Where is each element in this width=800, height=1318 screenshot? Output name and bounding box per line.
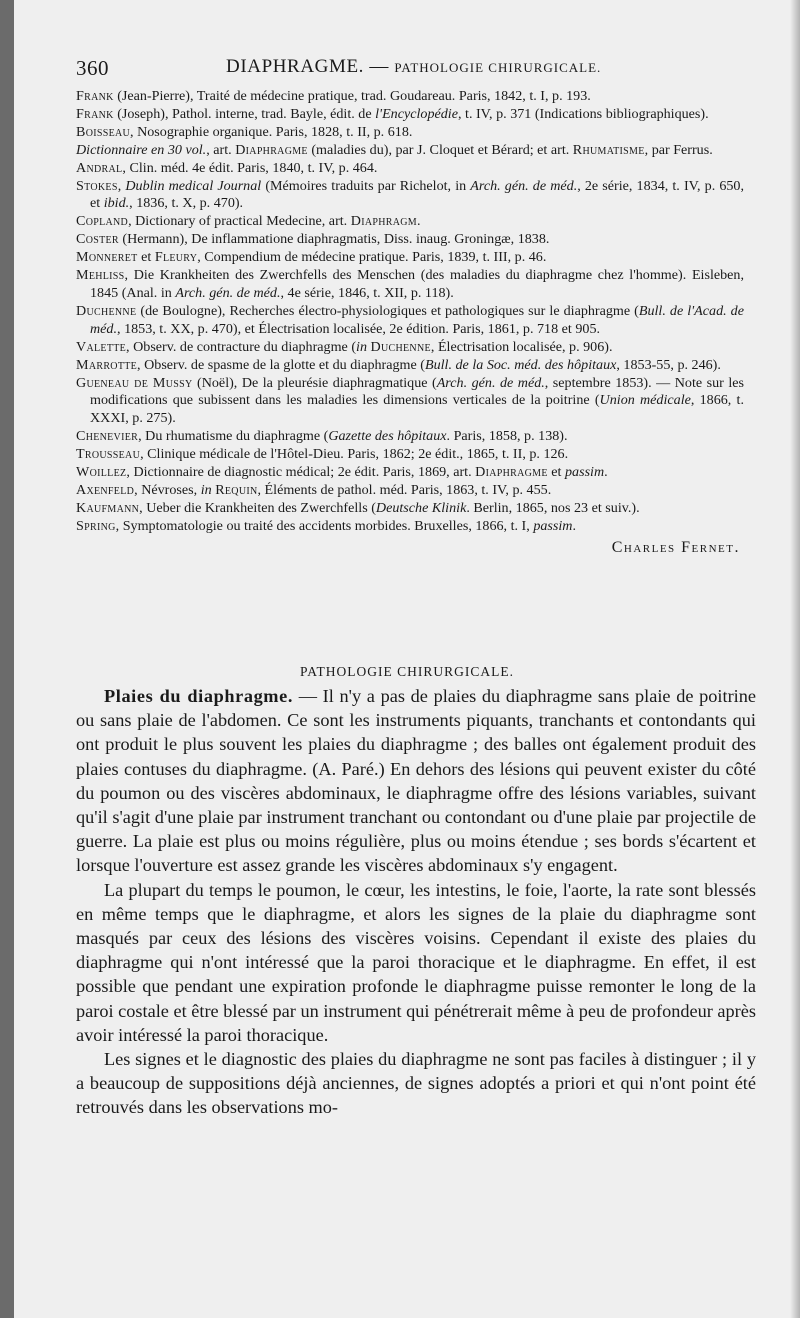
bibliography-run: . Paris, 1858, p. 138).: [446, 428, 568, 445]
bibliography-run: ,: [117, 177, 126, 194]
bibliography-run: Trousseau: [76, 446, 141, 463]
bibliography: [76, 88, 744, 557]
bibliography-run: , septembre 1853). — Note sur les modifications que subissent dans les maladies les dimensions verticales de la poitrine (: [90, 374, 744, 409]
bibliography-run: , 2e série, 1834, t. IV, p. 650, et: [90, 177, 744, 212]
bibliography-run: Fleury: [154, 249, 198, 266]
bibliography-entry: [76, 428, 744, 446]
bibliography-entry: [76, 124, 744, 142]
paragraph: La plupart du temps le poumon, le cœur, les intestins, le foie, l'aorte, la rate sont blessés en même temps que le diaphragme, et alors les signes de la plaie du diaphragme sont masqués par ceux des lésions des viscères voisins. Cependant il existe des plaies du diaphragme qui n'ont intéressé que la paroi thoracique et le diaphragme. En effet, il est possible que pendant une expiration profonde le diaphragme puisse remonter le long de la paroi costale et être blessé par un instrument qui pénétrerait même à peu de profondeur après avoir intéressé la paroi thoracique.: [76, 879, 756, 1045]
paragraph: [76, 684, 756, 878]
bibliography-entry: [76, 500, 744, 518]
bibliography-run: Valette: [76, 338, 127, 355]
bibliography-run: Gueneau de Mussy: [76, 374, 193, 391]
bibliography-entry: [76, 267, 744, 303]
bibliography-run: .: [604, 464, 608, 481]
bibliography-run: Arch. gén. de méd.: [175, 284, 281, 301]
bibliography-run: , art.: [206, 141, 236, 158]
bibliography-run: , 1853, t. XX, p. 470), et Électrisation localisée, 2e édition. Paris, 1861, p. 718 et 905.: [117, 320, 601, 337]
bibliography-run: et: [547, 464, 565, 481]
bibliography-run: Diaphragm: [350, 213, 417, 230]
bibliography-run: Boisseau: [76, 123, 131, 140]
bibliography-run: Diaphragme: [475, 464, 548, 481]
bibliography-run: , Observ. de spasme de la glotte et du diaphragme (: [137, 356, 425, 373]
bibliography-run: passim: [533, 517, 573, 534]
bibliography-run: (maladies du), par J. Cloquet et Bérard; et art.: [307, 141, 573, 158]
bibliography-run: passim: [564, 464, 605, 481]
bibliography-entry: [76, 357, 744, 375]
bibliography-run: , 4e série, 1846, t. XII, p. 118).: [280, 284, 454, 301]
bibliography-run: , Dictionnaire de diagnostic médical; 2e édit. Paris, 1869, art.: [126, 464, 476, 481]
bibliography-run: Chenevier: [76, 428, 139, 445]
bibliography-run: (de Boulogne), Recherches électro-physiologiques et pathologiques sur le diaphragme (: [136, 302, 639, 319]
bibliography-entry: [76, 339, 744, 357]
bibliography-run: , Clin. méd. 4e édit. Paris, 1840, t. IV, p. 464.: [122, 159, 378, 176]
bibliography-entry: [76, 142, 744, 160]
paragraph: Les signes et le diagnostic des plaies du diaphragme ne sont pas faciles à distinguer ; il y a beaucoup de suppositions déjà anciennes, de signes adoptés a priori et qui n'ont point été retrouvés dans les observations mo-: [76, 1049, 756, 1118]
bibliography-run: , t. IV, p. 371 (Indications bibliographiques).: [457, 105, 709, 122]
bibliography-entry: [76, 375, 744, 429]
bibliography-run: Andral: [76, 159, 123, 176]
bibliography-run: Dublin medical Journal: [125, 177, 262, 194]
bibliography-run: Diaphragme: [235, 141, 308, 158]
bibliography-run: , Nosographie organique. Paris, 1828, t. II, p. 618.: [130, 123, 413, 140]
bibliography-run: , Névroses,: [134, 481, 201, 498]
bibliography-run: Monneret: [76, 249, 138, 266]
bibliography-list: [76, 88, 744, 536]
bibliography-run: , Symptomatologie ou traité des accidents morbides. Bruxelles, 1866, t. I,: [115, 517, 534, 534]
bibliography-run: (Mémoires traduits par Richelot, in: [261, 177, 471, 194]
bibliography-run: (Hermann), De inflammatione diaphragmatis, Diss. inaug. Groningæ, 1838.: [118, 231, 550, 248]
bibliography-run: Kaufmann: [76, 499, 140, 516]
bibliography-entry: [76, 178, 744, 214]
bibliography-run: , 1866, t. XXXI, p. 275).: [90, 392, 744, 427]
bibliography-entry: [76, 213, 744, 231]
bibliography-run: Coster: [76, 231, 119, 248]
bibliography-run: (Noël), De la pleurésie diaphragmatique (: [192, 374, 437, 391]
bibliography-run: Bull. de l'Acad. de méd.: [90, 302, 744, 337]
bibliography-run: Marrotte: [76, 356, 138, 373]
bibliography-run: Woillez: [76, 464, 127, 481]
bibliography-run: l'Encyclopédie: [375, 105, 458, 122]
bibliography-run: , Ueber die Krankheiten des Zwerchfells (: [139, 499, 376, 516]
bibliography-run: Duchenne: [370, 338, 431, 355]
bibliography-run: , Compendium de médecine pratique. Paris, 1839, t. III, p. 46.: [197, 249, 547, 266]
bibliography-entry: [76, 446, 744, 464]
bibliography-entry: [76, 518, 744, 536]
bibliography-run: , par Ferrus.: [644, 141, 713, 158]
bibliography-run: Spring: [76, 517, 116, 534]
bibliography-entry: [76, 88, 744, 106]
bibliography-run: Frank: [76, 88, 114, 104]
author-signature: Charles Fernet.: [611, 538, 740, 556]
bibliography-run: Axenfeld: [76, 481, 135, 498]
paragraph-lead: Plaies du diaphragme.: [104, 686, 294, 706]
bibliography-run: Duchenne: [76, 302, 137, 319]
bibliography-run: Deutsche Klinik: [375, 499, 467, 516]
running-title-main: DIAPHRAGME.: [226, 56, 365, 77]
bibliography-run: Mehliss: [76, 267, 125, 284]
bibliography-run: Union médicale: [599, 392, 691, 409]
bibliography-run: , Die Krankheiten des Zwerchfells des Menschen (des maladies du diaphragme chez l'homme). Eisleben, 1845 (Anal. in: [90, 267, 744, 301]
bibliography-run: in: [200, 481, 212, 498]
bibliography-entry: [76, 303, 744, 339]
bibliography-run: Bull. de la Soc. méd. des hôpitaux: [424, 356, 617, 373]
bibliography-run: Gazette des hôpitaux: [328, 428, 447, 445]
running-title: [226, 56, 601, 78]
bibliography-run: Arch. gén. de méd.: [436, 374, 545, 391]
paragraph-text: — Il n'y a pas de plaies du diaphragme sans plaie de poitrine ou sans plaie de l'abdomen. Ce sont les instruments piquants, tranchants et contondants qui ont produit le plus souvent les plaies du diaphragme ; des balles ont également produit des plaies contuses du diaphragme. (A. Paré.) En dehors des lésions qui peuvent exister du côté du poumon ou des viscères abdominaux, le diaphragme offre des lésions variables, suivant qu'il s'agit d'une plaie par instrument tranchant ou contondant ou d'une plaie par projectile de guerre. La plaie est plus ou moins régulière, plus ou moins étendue ; ses bords s'écartent et lorsque l'ouverture est assez grande les viscères abdominaux s'y engagent.: [76, 686, 756, 876]
bibliography-run: (Jean-Pierre), Traité de médecine pratique, trad. Goudareau. Paris, 1842, t. I, p. 193.: [113, 88, 591, 104]
bibliography-run: , Électrisation localisée, p. 906).: [430, 338, 613, 355]
bibliography-entry: [76, 231, 744, 249]
bibliography-run: Frank: [76, 105, 114, 122]
section-title: PATHOLOGIE CHIRURGICALE.: [299, 664, 514, 679]
bibliography-entry: [76, 106, 744, 124]
bibliography-run: , Clinique médicale de l'Hôtel-Dieu. Paris, 1862; 2e édit., 1865, t. II, p. 126.: [140, 446, 569, 463]
page-header: [76, 56, 756, 84]
bibliography-entry: [76, 482, 744, 500]
bibliography-run: Requin: [215, 481, 258, 498]
bibliography-run: Copland: [76, 213, 129, 230]
article-body: [76, 684, 756, 1120]
bibliography-run: Stokes: [76, 177, 118, 194]
bibliography-run: , 1836, t. X, p. 470).: [129, 195, 244, 212]
bibliography-run: . Berlin, 1865, nos 23 et suiv.).: [466, 499, 640, 516]
running-title-dash: —: [364, 56, 395, 77]
bibliography-entry: [76, 464, 744, 482]
bibliography-run: , 1853-55, p. 246).: [616, 356, 721, 373]
running-title-sub: PATHOLOGIE CHIRURGICALE.: [394, 60, 602, 75]
bibliography-run: , Du rhumatisme du diaphragme (: [138, 428, 329, 445]
bibliography-entry: [76, 160, 744, 178]
bibliography-run: Arch. gén. de méd.: [470, 177, 578, 194]
page-edge-shadow: [790, 0, 800, 1318]
page-number: 360: [76, 56, 109, 80]
bibliography-run: , Éléments de pathol. méd. Paris, 1863, t. IV, p. 455.: [257, 481, 552, 498]
bibliography-run: in: [356, 338, 367, 355]
bibliography-run: (Joseph), Pathol. interne, trad. Bayle, édit. de: [113, 105, 376, 122]
bibliography-run: Dictionnaire en 30 vol.: [76, 141, 207, 158]
bibliography-run: .: [572, 517, 577, 534]
bibliography-run: .: [416, 213, 421, 230]
bibliography-run: , Dictionary of practical Medecine, art.: [128, 213, 351, 230]
bibliography-run: Rhumatisme: [572, 141, 645, 158]
bibliography-run: , Observ. de contracture du diaphragme (: [126, 338, 357, 355]
bibliography-entry: [76, 249, 744, 267]
book-page: [14, 0, 800, 1318]
bibliography-run: et: [137, 249, 155, 266]
bibliography-run: ibid.: [103, 195, 130, 212]
